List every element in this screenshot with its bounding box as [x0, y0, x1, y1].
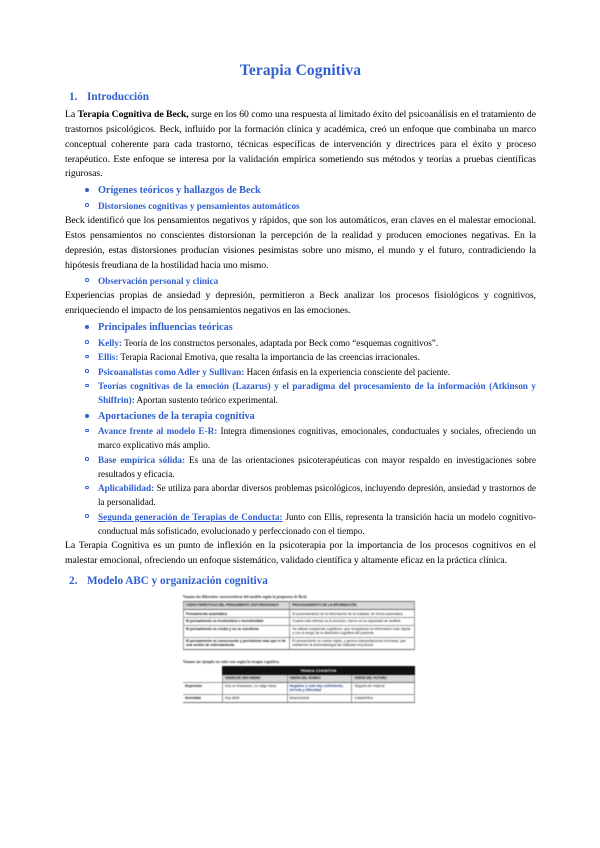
circle-bullet-icon — [85, 355, 89, 359]
item-label: Aplicabilidad: — [98, 483, 155, 494]
table-two — [183, 666, 415, 702]
table-cell: El pensamiento es creído y no se cuestiona — [184, 625, 290, 637]
list-origenes — [65, 183, 536, 198]
list-item-label: Distorsiones cognitivas y pensamientos automáticos — [98, 200, 300, 211]
table-row — [183, 694, 415, 702]
list-item-label: Aportaciones de la terapia cognitiva — [98, 411, 255, 422]
table-header-cell: VISIÓN DEL FUTURO — [352, 675, 415, 683]
item-label: Teorías cognitivas de la emoción (Lazarus) y el paradigma del procesamiento de la información (Atkinson y Shiffrin): — [98, 381, 536, 406]
list-item — [98, 425, 536, 453]
table-row-label: Depresión — [183, 682, 222, 694]
table-header-cell: VISIÓN DEL MUNDO — [287, 675, 352, 683]
circle-bullet-icon — [85, 514, 89, 518]
list-item — [98, 337, 536, 351]
table-cell: El pensamiento se vuelve rígido, y genera interpretaciones erróneas, que mantienen la sintomatología del malestar emocional — [290, 637, 415, 649]
section-number: 2. — [69, 575, 78, 588]
list-item — [98, 351, 536, 365]
table-row — [183, 675, 415, 683]
table-cell: Soy un fracasado, no valgo nada — [222, 682, 287, 694]
table-one-caption: Veamos las diferentes características del modelo según la propuesta de Beck. — [183, 595, 308, 600]
table-cell: El pensamiento es involuntario e incontrolable — [184, 618, 290, 626]
table-cell: Catastrófico — [352, 694, 415, 702]
table-header-cell: VISIÓN DE UNO MISMO — [222, 675, 287, 683]
table-cell: Pensamiento automático — [184, 610, 290, 618]
table-two-figure — [65, 660, 536, 703]
table-row-label: Ansiedad — [183, 694, 222, 702]
circle-bullet-icon — [85, 429, 89, 433]
list-item — [98, 454, 536, 482]
closing-paragraph: La Terapia Cognitiva es un punto de inflexión en la psicoterapia por la importancia de los procesos cognitivos en el malestar emocional, ofreciendo un enfoque sistemático, validado científica y altamente eficaz en la práctica clínica. — [65, 540, 536, 567]
circle-bullet-icon — [85, 278, 89, 282]
sublist-origenes-2 — [65, 275, 536, 289]
table-row — [184, 625, 415, 637]
intro-lead: La — [65, 108, 78, 120]
circle-bullet-icon — [85, 486, 89, 490]
list-item-observacion — [98, 275, 536, 289]
table-row — [183, 667, 415, 675]
intro-paragraph — [65, 108, 536, 183]
list-item — [98, 511, 536, 539]
table-header-cell: CARACTERÍSTICAS DEL PENSAMIENTO DISTORSIONADO — [184, 602, 290, 610]
item-label: Avance frente al modelo E-R: — [98, 426, 218, 437]
circle-bullet-icon — [85, 340, 89, 344]
item-text: Junto con Ellis, representa la transición hacia un modelo cognitivo-conductual más sofisticado, evolucionado y perfeccionado con el tiempo. — [98, 511, 536, 536]
list-item-label: Observación personal y clínica — [98, 275, 219, 286]
intro-rest: surge en los 60 como una respuesta al limitado éxito del psicoanálisis en el tratamiento de trastornos psicológicos. Beck, influido por la formación clínica y académica, creó un enfoque que combinaba un marco conceptual coherente para cada trastorno, técnicas específicas de intervención y directrices para el éxito y proceso terapéutico. Este enfoque se interesa por la validación empírica sometiendo sus métodos y teorías a pruebas científicas rigurosas. — [65, 108, 536, 180]
circle-bullet-icon — [85, 369, 89, 373]
list-item — [98, 482, 536, 510]
list-aportaciones — [65, 409, 536, 424]
item-text: Hacen énfasis en la experiencia consciente del paciente. — [244, 366, 451, 377]
sublist-aportaciones — [65, 425, 536, 538]
list-item-distorsiones — [98, 200, 536, 214]
table-two-caption: Veamos un ejemplo en cada caso según la terapia cognitiva. — [183, 660, 280, 664]
table-merged-header: TRIADA COGNITIVA — [222, 667, 414, 675]
list-item-origenes — [98, 183, 536, 198]
item-label: Psicoanalistas como Adler y Sullivan: — [98, 366, 245, 377]
table-one-figure — [65, 595, 536, 650]
table-cell: Amenazante — [287, 694, 352, 702]
item-text: Teoría de los constructos personales, adaptada por Beck como “esquemas cognitivos”. — [121, 337, 439, 348]
table-cell: Soy débil — [222, 694, 287, 702]
item-label: Kelly: — [98, 337, 122, 348]
item-text: Terapia Racional Emotiva, que resalta la importancia de las creencias irracionales. — [118, 352, 420, 363]
intro-bold: Terapia Cognitiva de Beck, — [77, 108, 189, 120]
sublist-influencias — [65, 337, 536, 408]
page-title: Terapia Cognitiva — [239, 62, 362, 79]
table-row — [184, 602, 415, 610]
bullet-icon — [85, 414, 89, 418]
section-title: Introducción — [87, 90, 149, 103]
table-one — [183, 601, 415, 650]
item-text: Integra dimensiones cognitivas, emocionales, conductuales y sociales, ofreciendo un marco explicativo más amplio. — [98, 426, 536, 451]
section-title: Modelo ABC y organización cognitiva — [87, 575, 268, 588]
bullet-icon — [85, 325, 89, 329]
item-label: Ellis: — [98, 352, 119, 363]
list-item — [98, 366, 536, 380]
table-row — [184, 610, 415, 618]
section-number: 1. — [69, 90, 78, 103]
item-text: Es una de las orientaciones psicoterapéuticas con mayor respaldo en investigaciones sobre resultados y eficacia. — [98, 454, 536, 479]
circle-bullet-icon — [85, 457, 89, 461]
table-header-cell: PROCESAMIENTO DE LA INFORMACIÓN — [290, 602, 415, 610]
item-text: Se utiliza para abordar diversos problemas psicológicos, incluyendo depresión, ansiedad y trastornos de la personalidad. — [98, 483, 536, 508]
circle-bullet-icon — [85, 203, 89, 207]
table-cell: El procesamiento de la información de la realidad, de forma automática — [290, 610, 415, 618]
bullet-icon — [85, 188, 89, 192]
list-item-label: Principales influencias teóricas — [98, 322, 233, 334]
item-label: Segunda generación de Terapias de Conducta: — [98, 511, 283, 522]
circle-bullet-icon — [85, 384, 89, 388]
table-cell: Cuanto más intensa es la emoción, menor es la capacidad de análisis — [290, 618, 415, 626]
sublist-origenes-1 — [65, 200, 536, 214]
list-item-influencias — [98, 320, 536, 335]
table-row — [184, 637, 415, 649]
list-item — [98, 380, 536, 408]
table-corner-cell — [183, 675, 222, 683]
observacion-paragraph: Experiencias propias de ansiedad y depresión, permitieron a Beck analizar los procesos fisiológicos y cognitivos, enriqueciendo el impacto de los pensamientos negativos en las emociones. — [65, 290, 536, 317]
table-cell: Seguirá sin mejorar — [352, 682, 415, 694]
list-influencias — [65, 320, 536, 335]
section-heading-introduccion — [65, 90, 536, 105]
item-label: Base empírica sólida: — [98, 454, 186, 465]
table-corner-cell — [183, 667, 222, 675]
table-cell: Se utilizan esquemas cognitivos, que reorganizan la información más rápida y con el sesgo de la distorsión cognitiva del paciente — [290, 625, 415, 637]
section-heading-modelo-abc — [65, 574, 536, 589]
table-cell: El pensamiento es consecuente y persistente más que el de una sesión de entrenamiento — [184, 637, 290, 649]
list-item-aportaciones — [98, 409, 536, 424]
table-row — [183, 682, 415, 694]
table-row — [184, 618, 415, 626]
distorsiones-paragraph: Beck identificó que los pensamientos negativos y rápidos, que son los automáticos, eran claves en el malestar emocional. Estos pensamientos no conscientes distorsionan la percepción de la realidad y producen emociones negativas. En la depresión, estas distorsiones producían visiones pesimistas sobre uno mismo, el mundo y el futuro, contradiciendo la hipótesis freudiana de la hostilidad hacía uno mismo. — [65, 215, 536, 271]
list-item-label: Orígenes teóricos y hallazgos de Beck — [98, 185, 261, 197]
table-cell: Negativo y solo hay sufrimiento, derrota y dificultad — [287, 682, 352, 694]
item-text: Aportan sustento teórico experimental. — [134, 395, 278, 406]
